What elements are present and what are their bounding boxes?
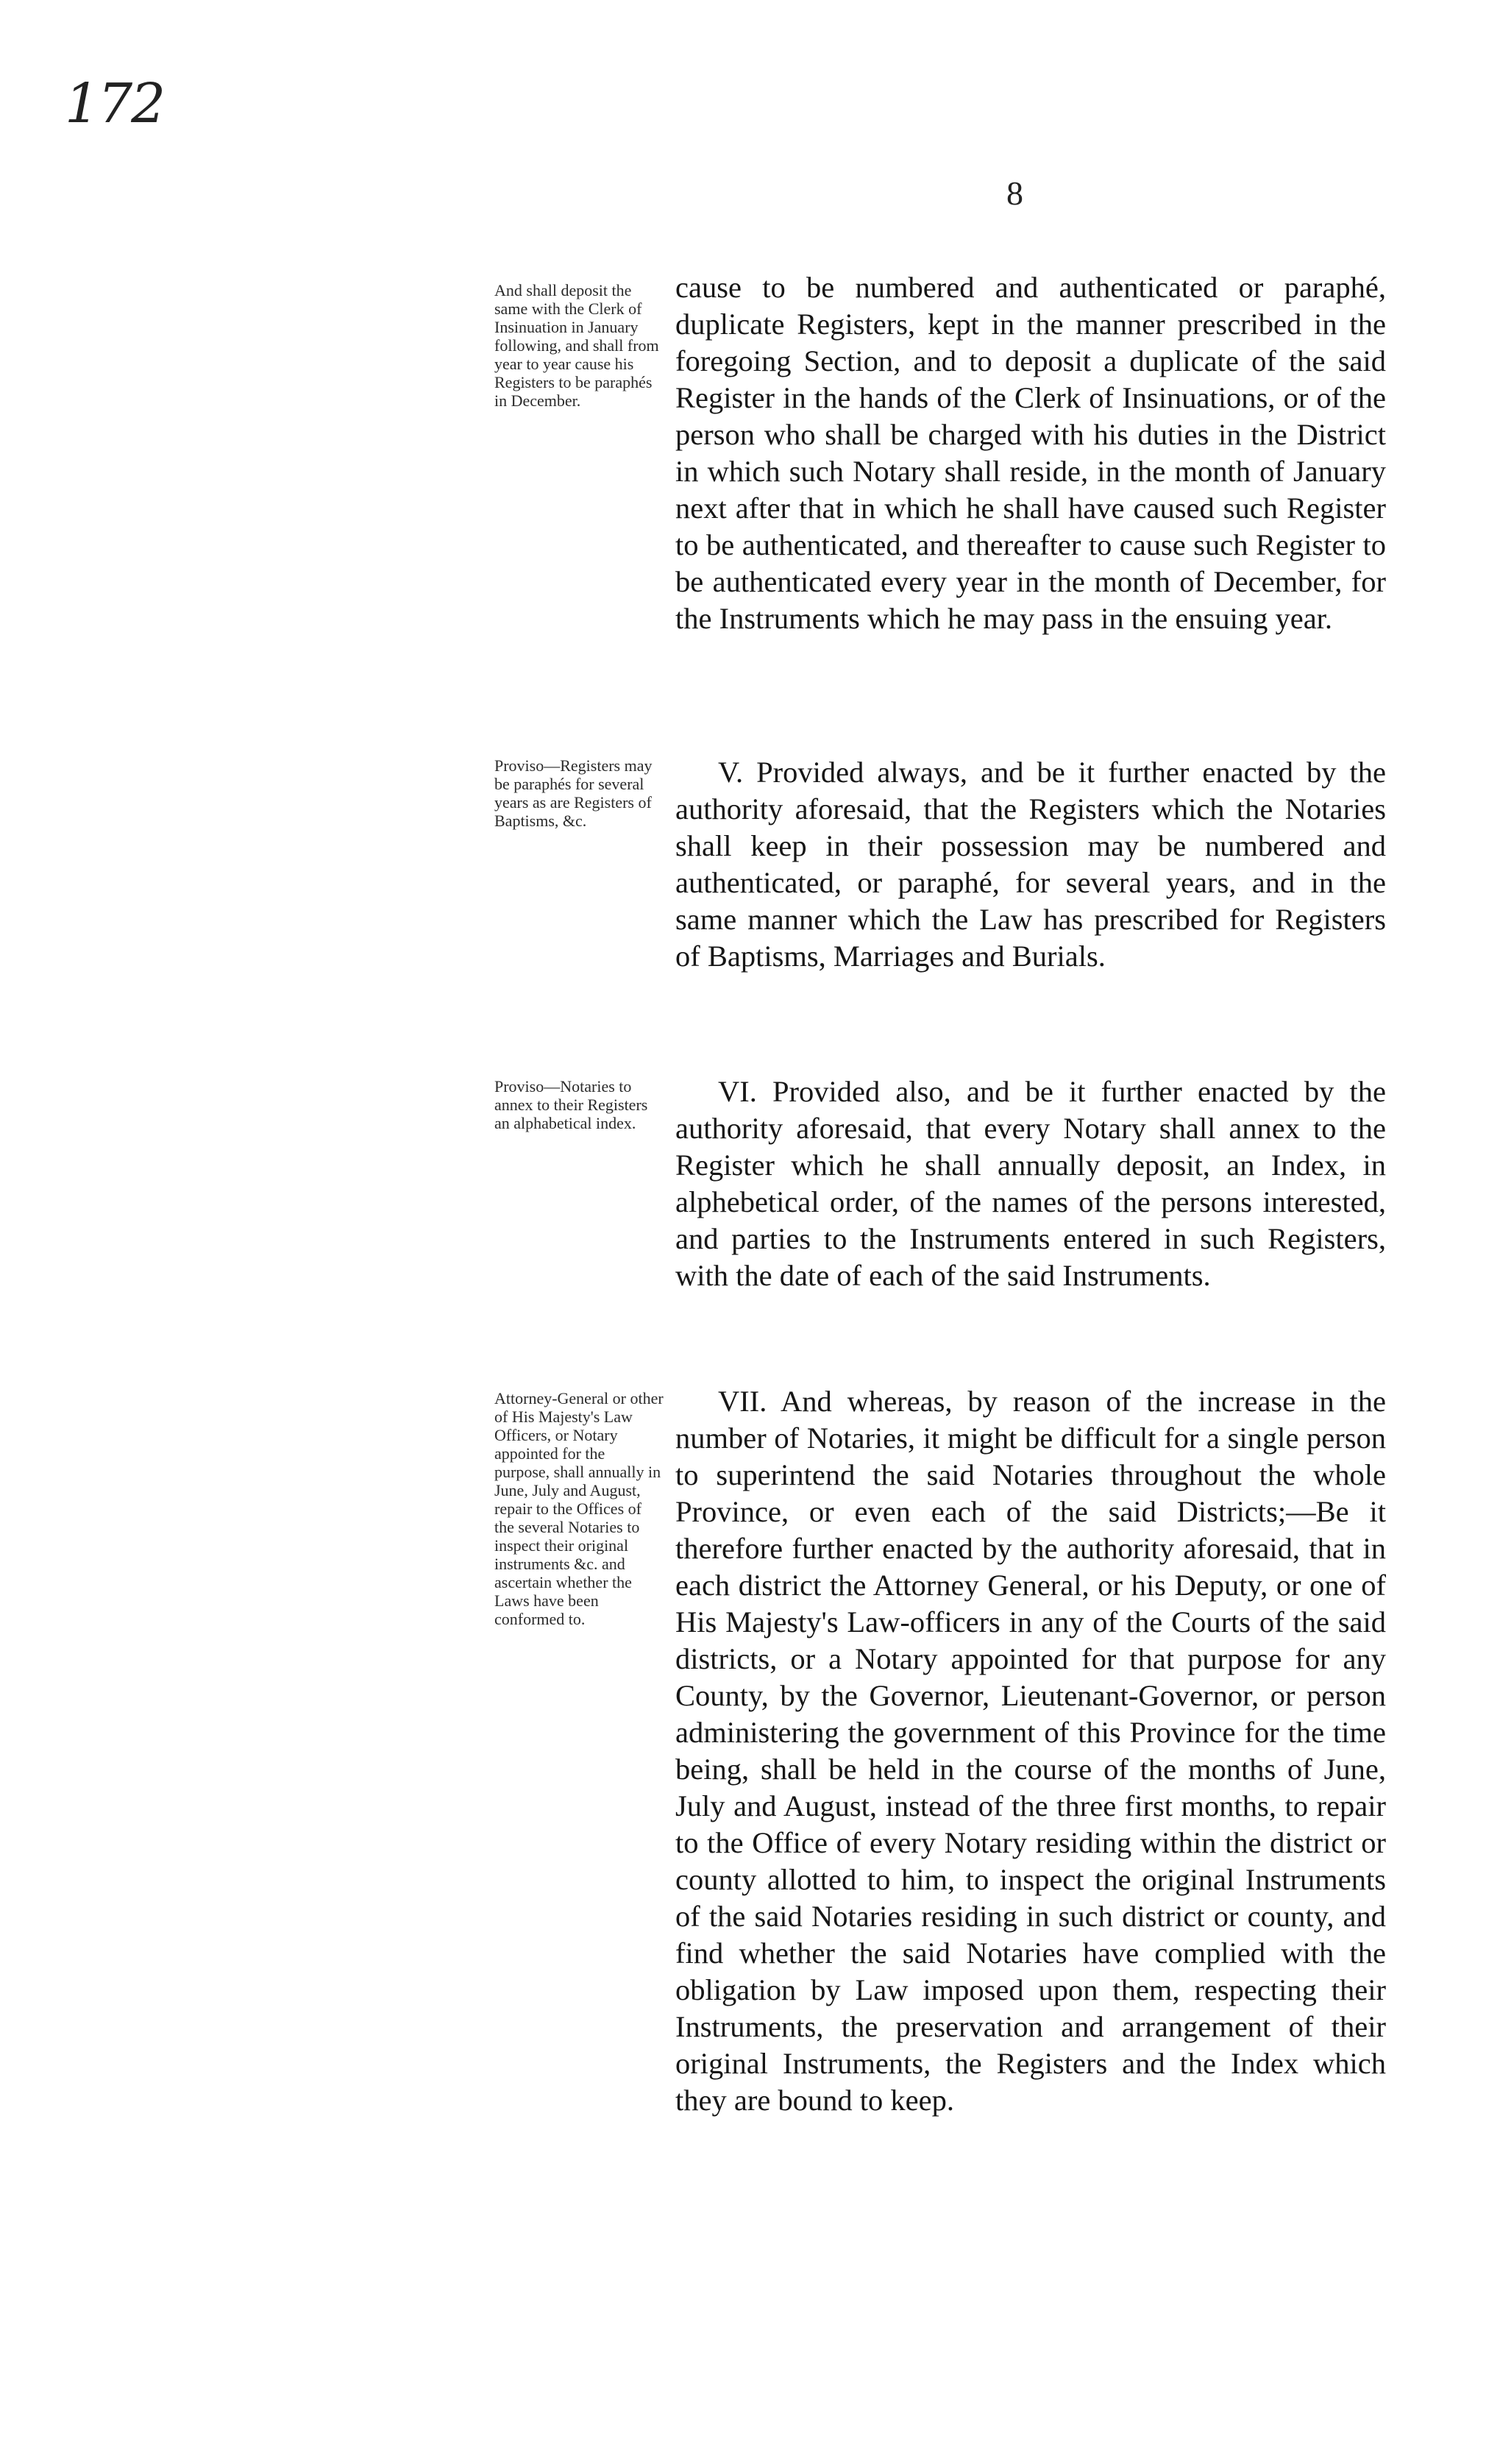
section-text: cause to be numbered and authenticated or paraphé, duplicate Registers, kept in the manner prescribed in the foregoing Section, and to deposit a duplicate of the said Register in the hands of the Clerk of Insinuations, or of the person who shall be charged with his duties in the District in which such Notary shall reside, in the month of January next after that in which he shall have caused such Register to be authenticated, and thereafter to cause such Register to be authenticated every year in the month of December, for the Instruments which he may pass in the ensuing year. bbox=[675, 271, 1386, 635]
margin-note-proviso-registers: Proviso—Registers may be paraphés for several years as are Registers of Baptisms, &c. bbox=[494, 756, 653, 830]
section-text: VII. And whereas, by reason of the increase in the number of Notaries, it might be difficult for a single person to superintend the said Notaries throughout the whole Province, or even each of the said Districts;—Be it therefore further enacted by the authority aforesaid, that in each district the Attorney General, or his Deputy, or one of His Majesty's Law-officers in any of the Courts of the said districts, or a Notary appointed for that purpose for any County, by the Governor, Lieutenant-Governor, or person administering the government of this Province for the time being, shall be held in the course of the months of June, July and August, instead of the three first months, to repair to the Office of every Notary residing within the district or county allotted to him, to inspect the original Instruments of the said Notaries residing in such district or county, and find whether the said Notaries have complied with the obligation by Law imposed upon them, respecting their Instruments, the preservation and arrangement of their original Instruments, the Registers and the Index which they are bound to keep. bbox=[675, 1385, 1386, 2117]
margin-note-attorney-general: Attorney-General or other of His Majesty's Law Officers, or Notary appointed for the purpose, shall annually in June, July and August, repair to the Offices of the several Notaries to inspect their original instruments &c. and ascertain whether the Laws have been conformed to. bbox=[494, 1389, 664, 1628]
section-text: VI. Provided also, and be it further enacted by the authority aforesaid, that every Notary shall annex to the Register which he shall annually deposit, an Index, in alphebetical order, of the names of the persons interested, and parties to the Instruments entered in such Registers, with the date of each of the said Instruments. bbox=[675, 1075, 1386, 1292]
section-text: V. Provided always, and be it further enacted by the authority aforesaid, that the Registers which the Notaries shall keep in their possession may be numbered and authenticated, or paraphé, for several years, and in the same manner which the Law has prescribed for Registers of Baptisms, Marriages and Burials. bbox=[675, 756, 1386, 973]
folio-number: 172 bbox=[65, 72, 165, 135]
margin-note-deposit: And shall deposit the same with the Clerk of Insinuation in January following, and shall from year to year cause his Registers to be paraphés in December. bbox=[494, 281, 659, 410]
section-continuation bbox=[675, 269, 1386, 637]
margin-note-proviso-index: Proviso—Notaries to annex to their Registers an alphabetical index. bbox=[494, 1077, 648, 1132]
section-vii bbox=[675, 1383, 1386, 2119]
section-vi bbox=[675, 1073, 1386, 1294]
page-number: 8 bbox=[1006, 174, 1023, 212]
section-v bbox=[675, 754, 1386, 975]
